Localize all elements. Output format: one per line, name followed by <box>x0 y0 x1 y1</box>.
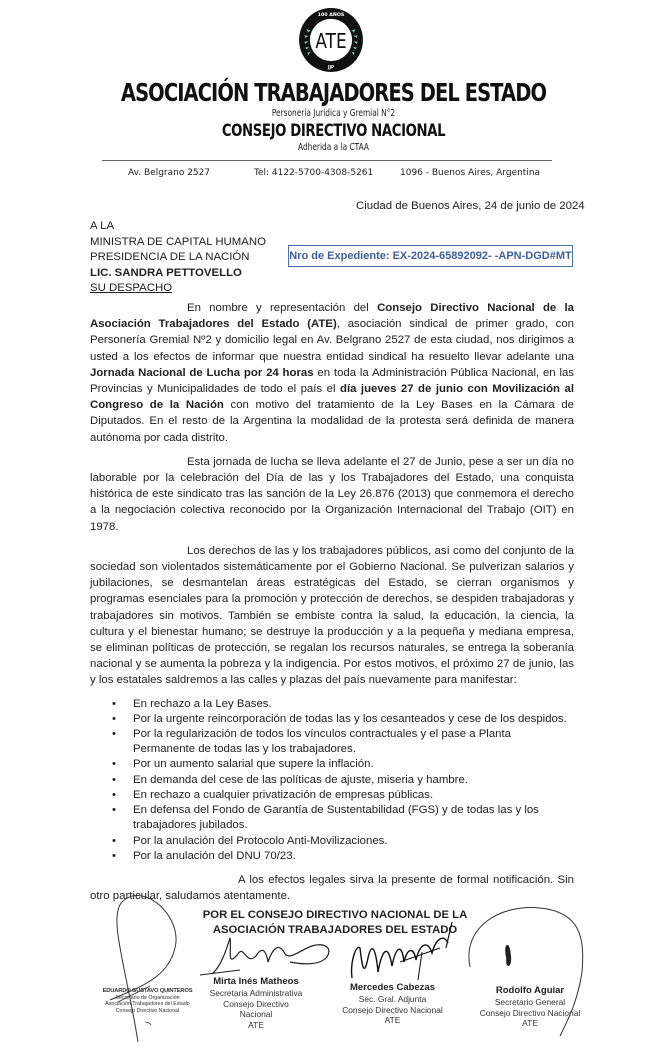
demand-item: • En defensa del Fondo de Garantía de Sustentabilidad (FGS) y de todas las y los trabajadores jubilados. <box>112 804 539 832</box>
paragraph-text: En nombre y representación del <box>187 302 378 314</box>
contact-phone: Tel: 4122-5700-4308-5261 <box>254 168 374 178</box>
signer-role: Sec. Gral. Adjunta <box>358 994 427 1004</box>
bullet-icon: • <box>112 834 116 847</box>
expediente-number: Nro de Expediente: EX-2024-65892092- -APN-DGD#MT <box>289 250 572 262</box>
stamp-org: Asociación Trabajadores del Estado <box>105 1001 190 1008</box>
demand-item: • Por la anulación del Protocolo Anti-Movilizaciones. <box>112 834 574 849</box>
paragraph-text: , asociación sindical de primer grado, con Personería Gremial Nº2 y domicilio legal en Av. Belgrano 2527 de esta ciudad, nos dirigimos a usted a los efectos de informar que nuestra entidad sindical ha resuelto llevar adelante una <box>90 318 574 363</box>
legal-status: Personería Jurídica y Gremial N°2 <box>271 108 396 119</box>
stamp-body: Consejo Directivo Nacional <box>115 1007 180 1014</box>
demands-list <box>112 697 574 864</box>
paragraph-text: con motivo del tratamiento de la Ley Bases en la Cámara de Diputados. En el resto de la Argentina la modalidad de la protesta será definida de manera autónoma por cada distrito. <box>90 399 574 444</box>
contact-address: Av. Belgrano 2527 <box>128 168 211 178</box>
place-date: Ciudad de Buenos Aires, 24 de junio de 2024 <box>356 200 585 212</box>
addressee-line: A LA <box>90 220 115 232</box>
demand-item: • Por un aumento salarial que supere la inflación. <box>112 757 574 772</box>
signer-name: Mercedes Cabezas <box>349 982 436 993</box>
paragraph-bold-text: día jueves 27 de junio con Movilización al Congreso de la Nación <box>90 383 574 412</box>
signature-heading-line: ASOCIACIÓN TRABAJADORES DEL ESTADO <box>212 924 458 936</box>
letter-body <box>90 300 574 904</box>
bullet-icon: • <box>112 758 116 771</box>
logo-initials: ATE <box>315 29 347 54</box>
signer-name: Mirta Inés Matheos <box>213 976 299 987</box>
bullet-icon: • <box>112 712 116 725</box>
logo-ring-top-text: 100 AÑOS <box>317 13 345 19</box>
header-divider <box>102 160 552 161</box>
bullet-icon: • <box>112 773 116 786</box>
stamp-name: EDUARDO GUSTAVO QUINTEROS <box>102 988 193 994</box>
signer-org: ATE <box>384 1015 401 1026</box>
paragraph-text: en toda la Administración Pública Nacional, en las Provincias y Municipalidades de todo el país el <box>90 366 575 396</box>
demand-item: • Por la regularización de todos los vínculos contractuales y el pase a Planta Permanente de todas las y los trabajadores. <box>112 728 512 756</box>
signer-body: Consejo Directivo Nacional <box>223 998 289 1020</box>
bullet-icon: • <box>112 728 116 741</box>
demand-item: • En demanda del cese de las políticas de ajuste, miseria y hambre. <box>112 773 574 788</box>
addressee-block <box>90 219 266 297</box>
paragraph-bold-text: Jornada Nacional de Lucha por 24 horas <box>90 366 314 379</box>
council-name: CONSEJO DIRECTIVO NACIONAL <box>221 121 446 141</box>
addressee-line: MINISTRA DE CAPITAL HUMANO <box>90 235 266 248</box>
addressee-line: PRESIDENCIA DE LA NACIÓN <box>90 251 250 264</box>
signer-body: Consejo Directivo Nacional <box>342 1004 443 1015</box>
bullet-icon: • <box>112 849 116 862</box>
demand-item: • Por la anulación del DNU 70/23. <box>112 849 574 864</box>
organization-name: ASOCIACIÓN TRABAJADORES DEL ESTADO <box>120 78 547 107</box>
affiliation: Adherida a la CTAA <box>298 142 369 153</box>
signer-block <box>340 982 445 1026</box>
logo-ring-bottom-text: JJP <box>327 64 335 70</box>
paragraph-intro <box>90 300 574 446</box>
signer-role: Secretaria Administrativa <box>209 988 303 998</box>
ate-logo-icon <box>297 6 365 74</box>
signer-role: Secretario General <box>494 997 566 1007</box>
stamp-role: Secretario de Organización <box>115 994 180 1001</box>
paragraph-bold-text: Consejo Directivo Nacional de la Asociación Trabajadores del Estado (ATE) <box>90 302 575 331</box>
bullet-icon: • <box>112 697 116 710</box>
signature-heading-line: POR EL CONSEJO DIRECTIVO NACIONAL DE LA <box>202 909 468 921</box>
demand-item: • En rechazo a cualquier privatización de empresas públicas. <box>112 788 574 803</box>
signer-block <box>206 976 306 1030</box>
signer-body: Consejo Directivo Nacional <box>479 1007 581 1018</box>
demand-item: • En rechazo a la Ley Bases. <box>112 697 574 712</box>
signer-name: Rodolfo Aguiar <box>495 985 565 996</box>
addressee-name: LIC. SANDRA PETTOVELLO <box>90 266 242 279</box>
paragraph-grievances: Los derechos de las y los trabajadores públicos, así como del conjunto de la sociedad son violentados sistemáticamente por el Gobierno Nacional. Se pulverizan salarios y jubilaciones, se desmantelan áreas estratégicas del Estado, se cierran organismos y programas esenciales para la promoción y protección de derechos, se despiden trabajadoras y trabajadores sin motivos. También se embiste contra la salud, la educación, la ciencia, la cultura y el bienestar humano; se destruye la producción y a la pequeña y mediana empresa, se eliminan políticas de protección, se regalan los recursos naturales, se entrega la soberanía nacional y se aumenta la pobreza y la indigencia. Por estos motivos, el próximo 27 de junio, las y los estatales saldremos a las calles y plazas del país nuevamente para manifestar: <box>90 544 574 687</box>
contact-city: 1096 - Buenos Aires, Argentina <box>400 168 541 178</box>
addressee-office: SU DESPACHO <box>90 282 173 295</box>
expediente-box <box>288 245 573 267</box>
organization-secretary-stamp <box>100 988 195 1014</box>
paragraph-context: Esta jornada de lucha se lleva adelante el 27 de Junio, pese a ser un día no laborable por la celebración del Día de las y los Trabajadores del Estado, una conquista histórica de este sindicato tras las sanción de la Ley 26.876 (2013) que conmemora el derecho a la negociación colectiva reconocido por la Organización Internacional del Trabajo (OIT) en 1978. <box>90 455 574 533</box>
bullet-icon: • <box>112 804 116 817</box>
signer-org: ATE <box>248 1019 264 1030</box>
bullet-icon: • <box>112 788 116 801</box>
demand-item: • Por la urgente reincorporación de todas las y los cesanteados y cese de los despidos. <box>112 712 574 727</box>
signer-block <box>470 985 590 1029</box>
closing-paragraph: A los efectos legales sirva la presente de formal notificación. Sin otro particular, saludamos atentamente. <box>90 873 574 903</box>
signature-heading <box>180 908 490 938</box>
signer-org: ATE <box>522 1018 538 1029</box>
